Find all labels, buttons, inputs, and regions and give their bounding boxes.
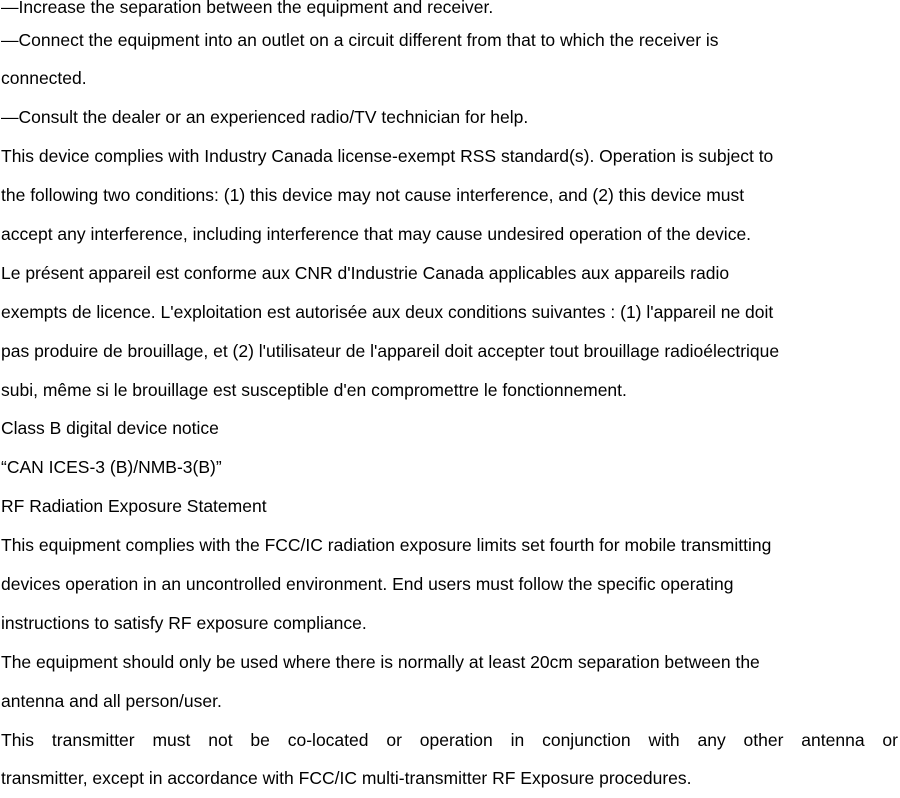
text-line: —Connect the equipment into an outlet on a circuit different from that to which the receiver is [1,29,719,50]
text-line: instructions to satisfy RF exposure compliance. [1,612,367,633]
text-line: exempts de licence. L'exploitation est autorisée aux deux conditions suivantes : (1) l'appareil ne doit [1,301,774,322]
text-line: This device complies with Industry Canada license-exempt RSS standard(s). Operation is subject to [1,146,774,167]
text-line: The equipment should only be used where there is normally at least 20cm separation between the [1,651,760,672]
heading-rf-exposure: RF Radiation Exposure Statement [1,496,267,517]
text-line: devices operation in an uncontrolled environment. End users must follow the specific operating [1,573,734,594]
text-line: —Increase the separation between the equipment and receiver. [1,0,494,17]
heading-class-b-notice: Class B digital device notice [1,418,219,439]
text-line: subi, même si le brouillage est susceptible d'en compromettre le fonctionnement. [1,379,627,400]
text-line: the following two conditions: (1) this device may not cause interference, and (2) this device must [1,185,745,206]
text-line: antenna and all person/user. [1,690,222,711]
text-line: connected. [1,68,87,89]
text-line: This transmitter must not be co-located or operation in conjunction with any other antenna or [1,729,898,750]
text-line: accept any interference, including interference that may cause undesired operation of the device. [1,223,752,244]
text-line: Le présent appareil est conforme aux CNR d'Industrie Canada applicables aux appareils radio [1,262,730,283]
text-line: —Consult the dealer or an experienced radio/TV technician for help. [1,107,529,128]
text-line: “CAN ICES-3 (B)/NMB-3(B)” [1,457,222,478]
text-line: pas produire de brouillage, et (2) l'utilisateur de l'appareil doit accepter tout brouillage radioélectrique [1,340,780,361]
text-line: This equipment complies with the FCC/IC radiation exposure limits set fourth for mobile transmitting [1,535,772,556]
text-line: transmitter, except in accordance with FCC/IC multi-transmitter RF Exposure procedures. [1,768,692,789]
